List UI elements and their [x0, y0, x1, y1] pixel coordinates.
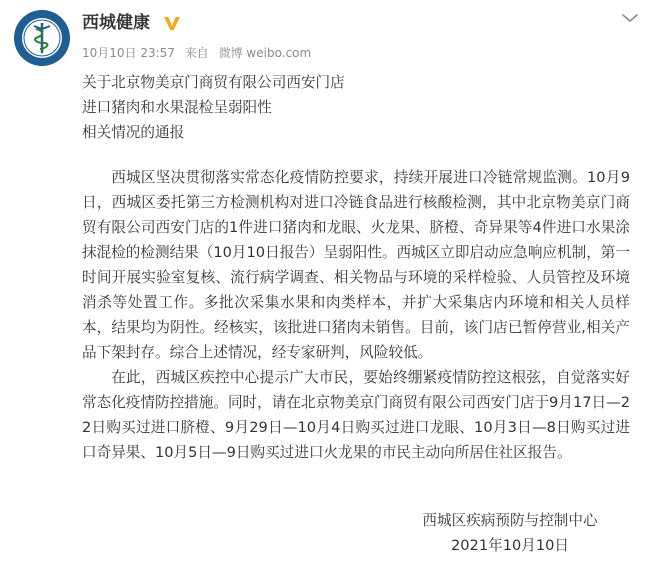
title-line: 关于北京物美京门商贸有限公司西安门店 — [82, 74, 345, 91]
verified-v-icon — [162, 13, 182, 33]
via-label: 来自 — [184, 46, 209, 60]
signature — [390, 508, 630, 558]
title-line: 进口猪肉和水果混检呈弱阳性 — [82, 99, 272, 116]
signature-date: 2021年10月10日 — [450, 537, 570, 554]
caduceus-logo-icon — [14, 10, 70, 66]
chevron-down-icon[interactable] — [621, 12, 639, 24]
account-name[interactable]: 西城健康 — [82, 13, 150, 33]
post-source[interactable]: 微博 weibo.com — [218, 46, 312, 60]
title-line: 相关情况的通报 — [82, 124, 185, 141]
post-body — [82, 165, 630, 465]
account-avatar[interactable] — [14, 10, 70, 66]
body-paragraph: 西城区坚决贯彻落实常态化疫情防控要求，持续开展进口冷链常规监测。10月9日，西城区委托第三方检测机构对进口冷链食品进行核酸检测，其中北京物美京门商贸有限公司西安门店的1件进口猪肉和龙眼、火龙果、脐橙、奇异果等4件进口水果涂抹混检的检测结果（10月10日报告）呈弱阳性。西城区立即启动应急响应机制，第一时间开展实验室复核、流行病学调查、相关物品与环境的采样检验、人员管控及环境消杀等处置工作。多批次采集水果和肉类样本，并扩大采集店内环境和相关人员样本，结果均为阴性。经核实，该批进口猪肉未销售。目前，该门店已暂停营业,相关产品下架封存。综合上述情况，经专家研判，风险较低。 — [82, 169, 630, 361]
post-title — [82, 70, 345, 145]
post-meta — [82, 45, 317, 61]
post-date[interactable]: 10月10日 23:57 — [82, 46, 175, 60]
signature-org: 西城区疾病预防与控制中心 — [422, 512, 598, 529]
body-paragraph: 在此，西城区疾控中心提示广大市民，要始终绷紧疫情防控这根弦，自觉落实好常态化疫情防控措施。同时，请在北京物美京门商贸有限公司西安门店于9月17日—22日购买过进口脐橙、9月29日—10月4日购买过进口龙眼、10月3日—8日购买过进口奇异果、10月5日—9日购买过进口火龙果的市民主动向所居住社区报告。 — [82, 369, 630, 461]
